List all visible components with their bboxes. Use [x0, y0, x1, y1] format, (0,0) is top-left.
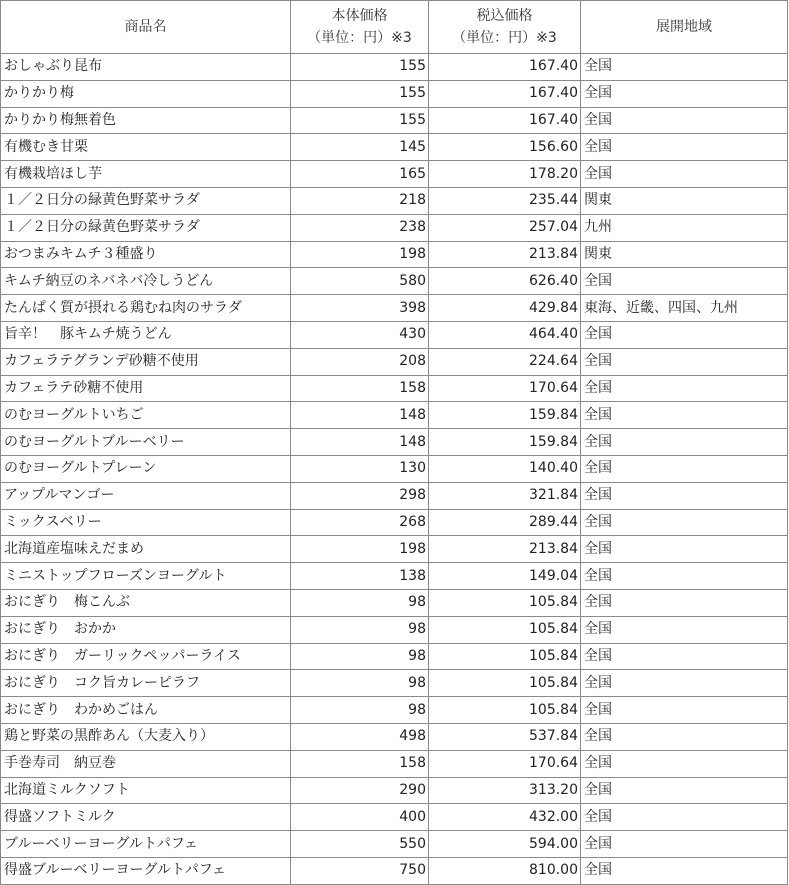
base-price-cell: 208	[291, 348, 429, 375]
product-name-cell: おにぎり おかか	[1, 616, 291, 643]
base-price-cell: 398	[291, 295, 429, 322]
header-region: 展開地域	[581, 1, 788, 54]
base-price-cell: 148	[291, 402, 429, 429]
tax-price-cell: 159.84	[429, 429, 581, 456]
product-name-cell: たんぱく質が摂れる鶏むね肉のサラダ	[1, 295, 291, 322]
base-price-cell: 148	[291, 429, 429, 456]
product-name-cell: おつまみキムチ３種盛り	[1, 241, 291, 268]
product-name-cell: 鶏と野菜の黒酢あん（大麦入り）	[1, 723, 291, 750]
table-row	[1, 857, 788, 884]
product-name-cell: １／２日分の緑黄色野菜サラダ	[1, 187, 291, 214]
region-cell: 全国	[581, 54, 788, 81]
table-row	[1, 134, 788, 161]
product-name-cell: おにぎり ガーリックペッパーライス	[1, 643, 291, 670]
region-cell: 全国	[581, 348, 788, 375]
table-row	[1, 214, 788, 241]
region-cell: 全国	[581, 268, 788, 295]
product-name-cell: 得盛ソフトミルク	[1, 804, 291, 831]
table-row	[1, 723, 788, 750]
region-cell: 全国	[581, 697, 788, 724]
region-cell: 全国	[581, 80, 788, 107]
product-name-cell: 得盛ブルーベリーヨーグルトパフェ	[1, 857, 291, 884]
region-cell: 関東	[581, 187, 788, 214]
tax-price-cell: 626.40	[429, 268, 581, 295]
table-row	[1, 321, 788, 348]
tax-price-cell: 224.64	[429, 348, 581, 375]
base-price-cell: 298	[291, 482, 429, 509]
region-cell: 全国	[581, 536, 788, 563]
product-name-cell: ミックスベリー	[1, 509, 291, 536]
base-price-cell: 268	[291, 509, 429, 536]
product-name-cell: おにぎり コク旨カレーピラフ	[1, 670, 291, 697]
table-row	[1, 161, 788, 188]
table-row	[1, 268, 788, 295]
table-row	[1, 509, 788, 536]
product-name-cell: 北海道ミルクソフト	[1, 777, 291, 804]
tax-price-cell: 313.20	[429, 777, 581, 804]
product-name-cell: 手巻寿司 納豆巻	[1, 750, 291, 777]
table-row	[1, 429, 788, 456]
region-cell: 東海、近畿、四国、九州	[581, 295, 788, 322]
tax-price-cell: 429.84	[429, 295, 581, 322]
table-row	[1, 643, 788, 670]
region-cell: 全国	[581, 777, 788, 804]
header-tax-price-title: 税込価格	[476, 8, 533, 24]
product-name-cell: おしゃぶり昆布	[1, 54, 291, 81]
base-price-cell: 238	[291, 214, 429, 241]
product-name-cell: おにぎり 梅こんぶ	[1, 589, 291, 616]
table-row	[1, 670, 788, 697]
region-cell: 全国	[581, 831, 788, 858]
product-name-cell: カフェラテグランデ砂糖不使用	[1, 348, 291, 375]
table-row	[1, 295, 788, 322]
region-cell: 全国	[581, 723, 788, 750]
product-name-cell: かりかり梅	[1, 80, 291, 107]
tax-price-cell: 105.84	[429, 697, 581, 724]
region-cell: 全国	[581, 857, 788, 884]
table-row	[1, 54, 788, 81]
base-price-cell: 550	[291, 831, 429, 858]
tax-price-cell: 257.04	[429, 214, 581, 241]
tax-price-cell: 213.84	[429, 536, 581, 563]
table-row	[1, 455, 788, 482]
region-cell: 全国	[581, 643, 788, 670]
tax-price-cell: 321.84	[429, 482, 581, 509]
base-price-cell: 198	[291, 536, 429, 563]
region-cell: 全国	[581, 375, 788, 402]
tax-price-cell: 235.44	[429, 187, 581, 214]
header-tax-price-unit: （単位：円）※3	[452, 30, 557, 46]
header-row	[1, 1, 788, 54]
base-price-cell: 498	[291, 723, 429, 750]
tax-price-cell: 464.40	[429, 321, 581, 348]
region-cell: 関東	[581, 241, 788, 268]
base-price-cell: 98	[291, 616, 429, 643]
base-price-cell: 158	[291, 750, 429, 777]
base-price-cell: 580	[291, 268, 429, 295]
product-name-cell: １／２日分の緑黄色野菜サラダ	[1, 214, 291, 241]
table-row	[1, 831, 788, 858]
region-cell: 全国	[581, 134, 788, 161]
table-body	[1, 54, 788, 885]
tax-price-cell: 149.04	[429, 563, 581, 590]
table-row	[1, 482, 788, 509]
base-price-cell: 155	[291, 80, 429, 107]
base-price-cell: 98	[291, 643, 429, 670]
tax-price-cell: 105.84	[429, 589, 581, 616]
base-price-cell: 155	[291, 54, 429, 81]
region-cell: 全国	[581, 482, 788, 509]
table-row	[1, 616, 788, 643]
product-name-cell: のむヨーグルトプレーン	[1, 455, 291, 482]
region-cell: 全国	[581, 402, 788, 429]
region-cell: 全国	[581, 321, 788, 348]
table-row	[1, 187, 788, 214]
region-cell: 全国	[581, 509, 788, 536]
tax-price-cell: 213.84	[429, 241, 581, 268]
product-name-cell: ミニストップフローズンヨーグルト	[1, 563, 291, 590]
header-tax-price	[429, 1, 581, 54]
base-price-cell: 155	[291, 107, 429, 134]
table-row	[1, 348, 788, 375]
base-price-cell: 430	[291, 321, 429, 348]
region-cell: 全国	[581, 107, 788, 134]
header-base-price-title: 本体価格	[331, 8, 388, 24]
base-price-cell: 98	[291, 670, 429, 697]
product-name-cell: 有機栽培ほし芋	[1, 161, 291, 188]
base-price-cell: 165	[291, 161, 429, 188]
product-name-cell: アップルマンゴー	[1, 482, 291, 509]
region-cell: 全国	[581, 616, 788, 643]
tax-price-cell: 810.00	[429, 857, 581, 884]
tax-price-cell: 289.44	[429, 509, 581, 536]
tax-price-cell: 178.20	[429, 161, 581, 188]
product-name-cell: のむヨーグルトいちご	[1, 402, 291, 429]
table-row	[1, 589, 788, 616]
base-price-cell: 218	[291, 187, 429, 214]
table-row	[1, 750, 788, 777]
base-price-cell: 198	[291, 241, 429, 268]
table-row	[1, 107, 788, 134]
region-cell: 全国	[581, 804, 788, 831]
product-name-cell: カフェラテ砂糖不使用	[1, 375, 291, 402]
tax-price-cell: 159.84	[429, 402, 581, 429]
table-row	[1, 777, 788, 804]
table-row	[1, 241, 788, 268]
tax-price-cell: 167.40	[429, 107, 581, 134]
tax-price-cell: 432.00	[429, 804, 581, 831]
base-price-cell: 98	[291, 589, 429, 616]
tax-price-cell: 156.60	[429, 134, 581, 161]
region-cell: 全国	[581, 750, 788, 777]
table-row	[1, 804, 788, 831]
table-header	[1, 1, 788, 54]
region-cell: 全国	[581, 563, 788, 590]
region-cell: 全国	[581, 589, 788, 616]
header-product-name: 商品名	[1, 1, 291, 54]
table-row	[1, 697, 788, 724]
region-cell: 全国	[581, 429, 788, 456]
header-base-price	[291, 1, 429, 54]
header-base-price-unit: （単位：円）※3	[307, 30, 412, 46]
base-price-cell: 750	[291, 857, 429, 884]
region-cell: 全国	[581, 161, 788, 188]
table-row	[1, 80, 788, 107]
product-name-cell: ブルーベリーヨーグルトパフェ	[1, 831, 291, 858]
tax-price-cell: 167.40	[429, 54, 581, 81]
product-name-cell: 北海道産塩味えだまめ	[1, 536, 291, 563]
base-price-cell: 158	[291, 375, 429, 402]
product-name-cell: おにぎり わかめごはん	[1, 697, 291, 724]
tax-price-cell: 537.84	[429, 723, 581, 750]
base-price-cell: 138	[291, 563, 429, 590]
region-cell: 九州	[581, 214, 788, 241]
table-row	[1, 536, 788, 563]
table-row	[1, 563, 788, 590]
tax-price-cell: 105.84	[429, 643, 581, 670]
base-price-cell: 400	[291, 804, 429, 831]
region-cell: 全国	[581, 455, 788, 482]
region-cell: 全国	[581, 670, 788, 697]
product-name-cell: 有機むき甘栗	[1, 134, 291, 161]
product-name-cell: キムチ納豆のネバネバ冷しうどん	[1, 268, 291, 295]
tax-price-cell: 167.40	[429, 80, 581, 107]
base-price-cell: 98	[291, 697, 429, 724]
base-price-cell: 290	[291, 777, 429, 804]
product-name-cell: 旨辛！ 豚キムチ焼うどん	[1, 321, 291, 348]
product-name-cell: かりかり梅無着色	[1, 107, 291, 134]
tax-price-cell: 170.64	[429, 375, 581, 402]
table-row	[1, 375, 788, 402]
base-price-cell: 145	[291, 134, 429, 161]
tax-price-cell: 105.84	[429, 670, 581, 697]
table-row	[1, 402, 788, 429]
product-name-cell: のむヨーグルトブルーベリー	[1, 429, 291, 456]
tax-price-cell: 594.00	[429, 831, 581, 858]
tax-price-cell: 140.40	[429, 455, 581, 482]
tax-price-cell: 170.64	[429, 750, 581, 777]
base-price-cell: 130	[291, 455, 429, 482]
tax-price-cell: 105.84	[429, 616, 581, 643]
